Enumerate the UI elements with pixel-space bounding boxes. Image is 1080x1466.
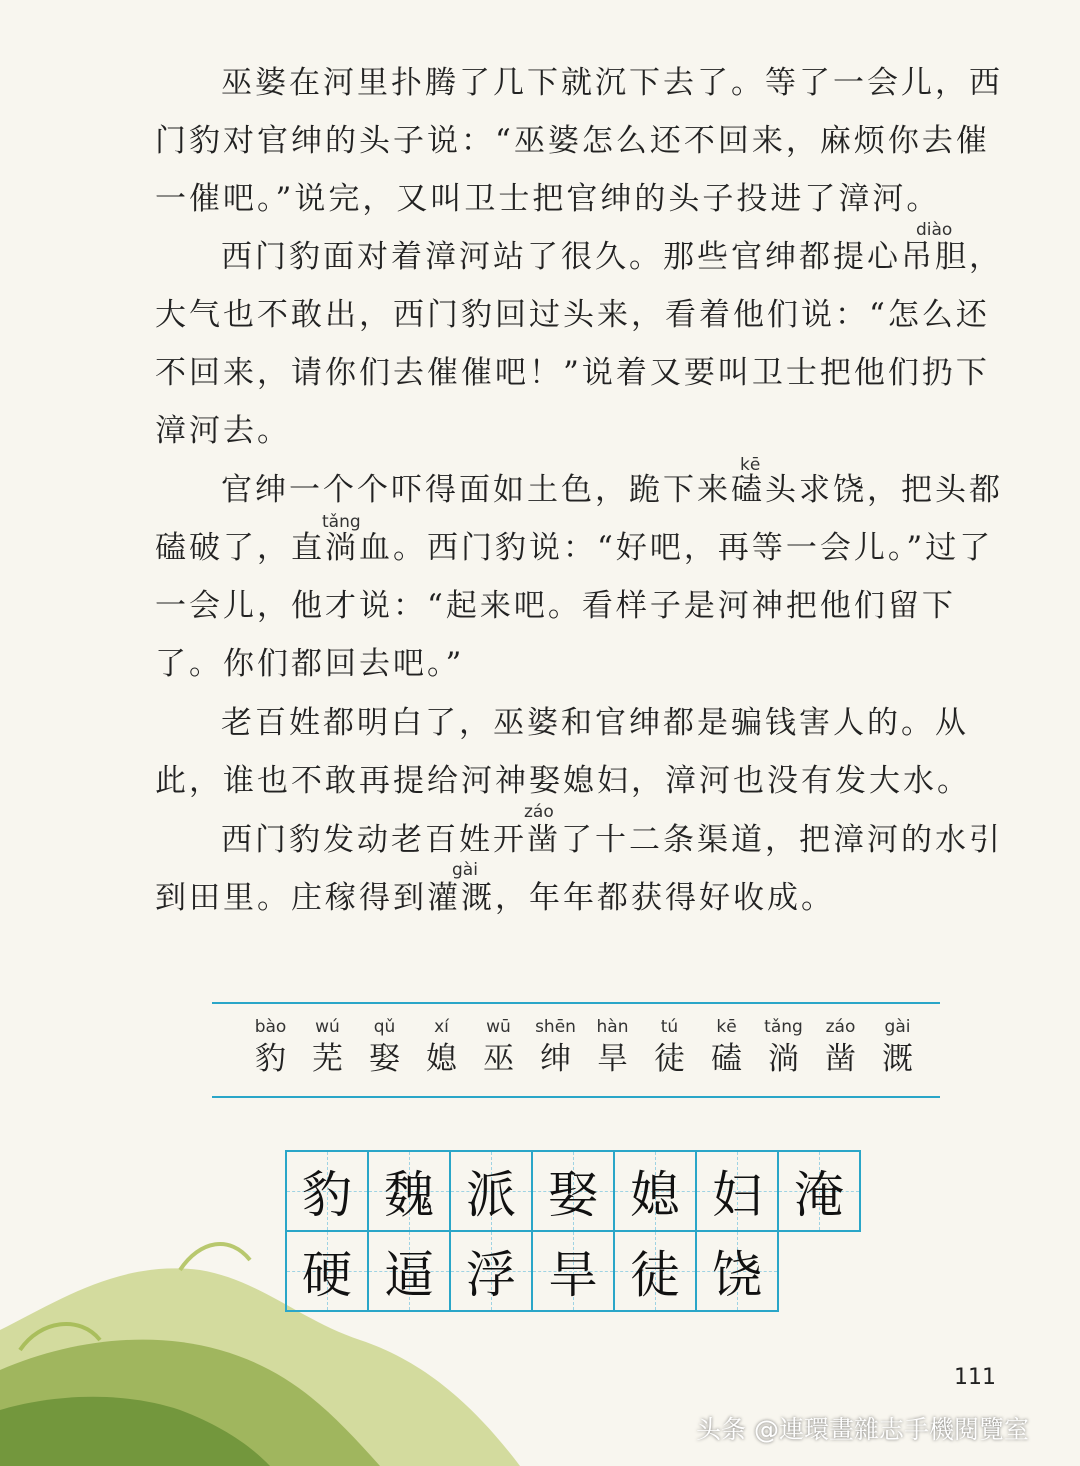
grid-cell: 派 [451,1152,533,1232]
pinyin-note: gài [452,860,478,880]
grid-cell: 妇 [697,1152,779,1232]
vocab-pinyin: qǔ [373,1017,396,1037]
vocab-char: 徒 [654,1041,685,1077]
vocab-char: 磕 [711,1041,742,1077]
vocab-item [356,1016,413,1080]
vocab-item [641,1016,698,1080]
pinyin-note: diào [916,220,953,240]
vocab-item [584,1016,641,1080]
vocab-pinyin: tú [660,1017,679,1037]
vocab-char: 旱 [597,1041,628,1077]
vocab-item [470,1016,527,1080]
vocab-item [812,1016,869,1080]
paragraph-2: 西门豹面对着漳河站了很久。那些官绅都提心吊胆，大气也不敢出，西门豹回过头来，看着他们说：“怎么还不回来，请你们去催催吧！”说着又要叫卫士把他们扔下漳河去。 [155,239,1003,449]
vocab-char: 淌 [768,1041,799,1077]
grid-cell: 淹 [779,1152,861,1232]
grid-cell: 旱 [533,1232,615,1312]
vocab-item [299,1016,356,1080]
vocab-char: 娶 [369,1041,400,1077]
vocab-pinyin: gài [884,1017,911,1037]
watermark: 头条 @連環畫雜志手機閱覽室 [696,1415,1029,1444]
vocab-pinyin: hàn [596,1017,629,1037]
pinyin-note: kē [740,455,761,475]
paragraph-3: 官绅一个个吓得面如土色，跪下来磕头求饶，把头都磕破了，直淌血。西门豹说：“好吧，再等一会儿。”过了一会儿，他才说：“起来吧。看样子是河神把他们留下了。你们都回去吧。” [155,472,1003,682]
vocab-pinyin: wū [486,1017,511,1037]
vocab-item [413,1016,470,1080]
vocab-char: 豹 [255,1041,286,1077]
vocab-char: 芜 [312,1041,343,1077]
paragraph-1: 巫婆在河里扑腾了几下就沉下去了。等了一会儿，西门豹对官绅的头子说：“巫婆怎么还不回来，麻烦你去催一催吧。”说完，又叫卫士把官绅的头子投进了漳河。 [155,65,1003,217]
vocab-char: 媳 [426,1041,457,1077]
grid-cell-empty [779,1232,859,1310]
vocab-pinyin: tǎng [764,1017,803,1037]
writing-grid [285,1150,861,1312]
grid-cell: 饶 [697,1232,779,1312]
grid-cell: 浮 [451,1232,533,1312]
vocab-item [242,1016,299,1080]
vocab-pinyin: xí [434,1017,449,1037]
grid-cell: 魏 [369,1152,451,1232]
vocab-pinyin: bào [254,1017,287,1037]
vocab-top-line [212,1002,940,1004]
paragraph-4: 老百姓都明白了，巫婆和官绅都是骗钱害人的。从此，谁也不敢再提给河神娶媳妇，漳河也没有发大水。 [155,705,971,799]
vocab-pinyin: shēn [535,1017,576,1037]
vocab-item [527,1016,584,1080]
grid-cell: 硬 [287,1232,369,1312]
vocab-char: 绅 [540,1041,571,1077]
vocab-char: 凿 [825,1041,856,1077]
page-number: 111 [954,1365,996,1390]
vocab-pinyin: kē [716,1017,737,1037]
grid-cell: 逼 [369,1232,451,1312]
vocab-pinyin: wú [315,1017,340,1037]
vocab-item [869,1016,926,1080]
grid-cell: 媳 [615,1152,697,1232]
grid-cell: 娶 [533,1152,615,1232]
vocab-char: 巫 [483,1041,514,1077]
vocab-item [755,1016,812,1080]
grid-cell: 豹 [287,1152,369,1232]
vocab-list [242,1016,926,1080]
paragraph-5: 西门豹发动老百姓开凿了十二条渠道，把漳河的水引到田里。庄稼得到灌溉，年年都获得好收成。 [155,822,1003,916]
vocab-item [698,1016,755,1080]
vocab-bottom-line [212,1096,940,1098]
grid-cell: 徒 [615,1232,697,1312]
vocab-pinyin: záo [825,1017,856,1037]
pinyin-note: záo [524,802,554,822]
vocabulary-strip [212,1002,940,1098]
vocab-char: 溉 [882,1041,913,1077]
pinyin-note: tǎng [322,512,361,532]
